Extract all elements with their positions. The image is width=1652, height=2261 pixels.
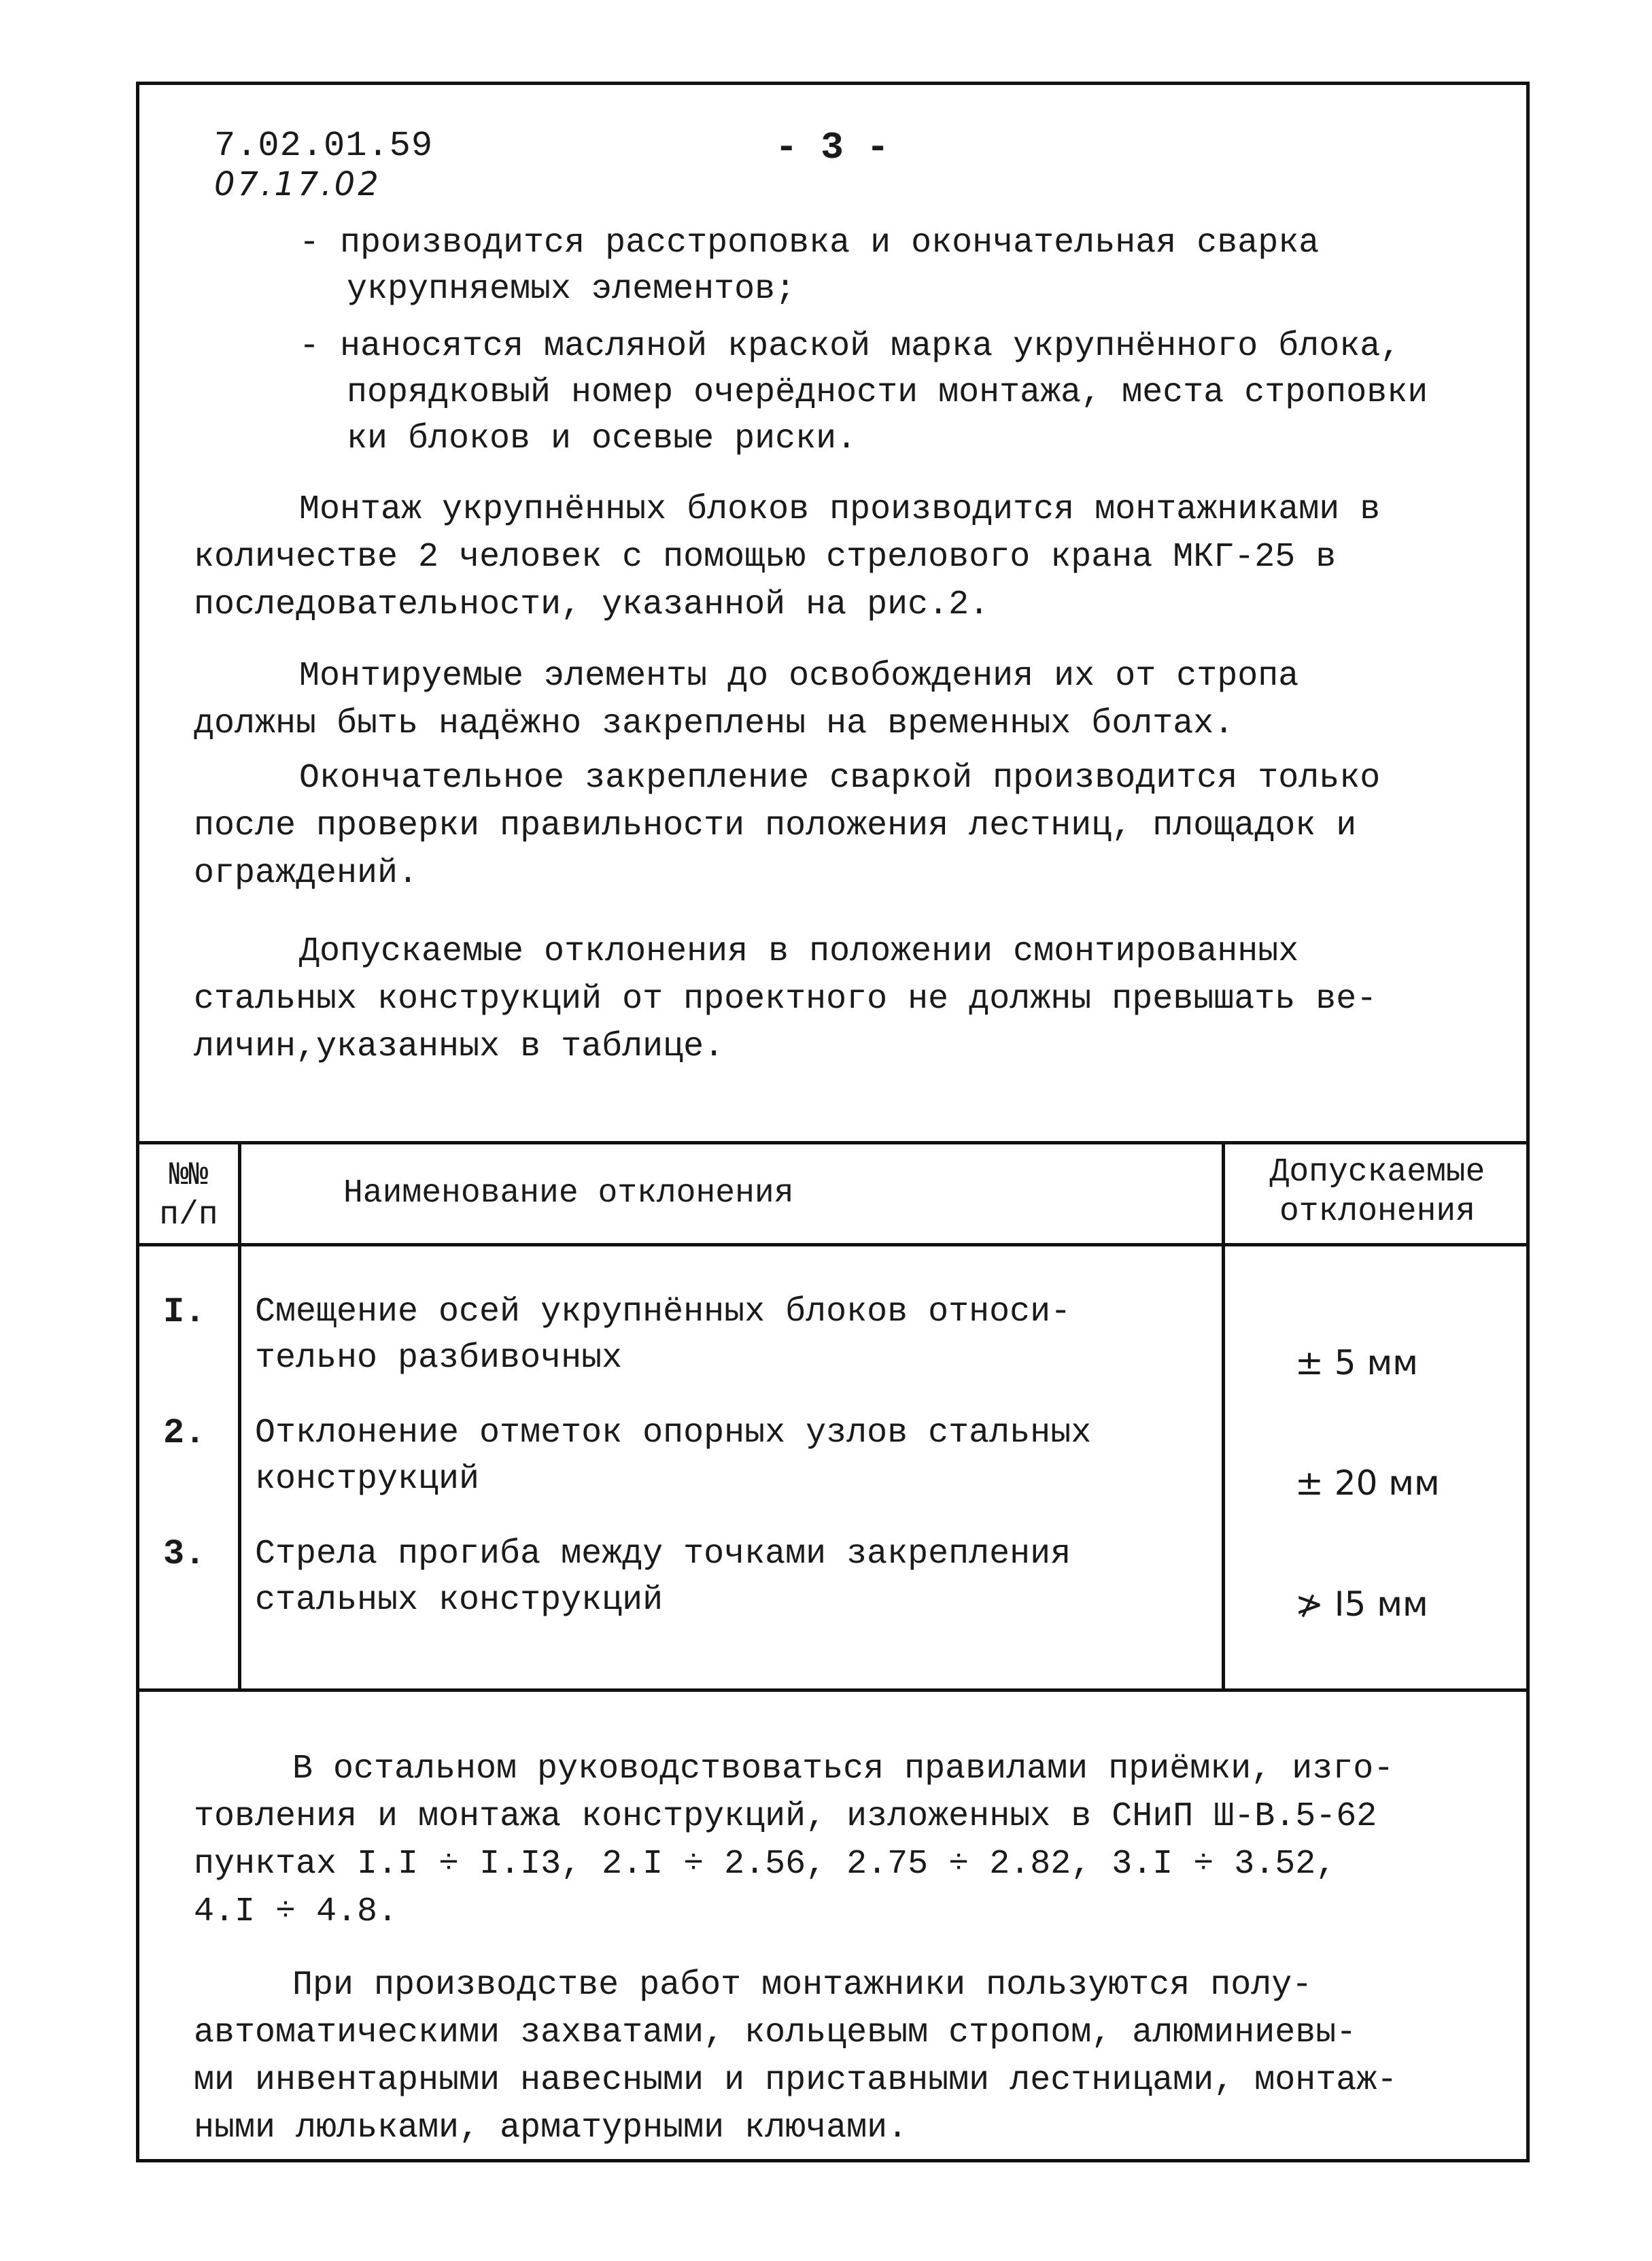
list-item: - наносятся масляной краской марка укрупнённого блока, [299,327,1401,366]
table-cell-tolerance: ± 20 мм [1295,1463,1440,1503]
paragraph-line: 4.I ÷ 4.8. [194,1892,398,1931]
header-number-line1: №№ [169,1157,209,1194]
paragraph-line: ми инвентарными навесными и приставными лестницами, монтаж- [194,2061,1398,2100]
paragraph-line: Монтируемые элементы до освобождения их от стропа [299,657,1299,696]
list-item-continuation: ки блоков и осевые риски. [347,420,857,458]
page-number: - 3 - [775,126,890,169]
table-cell-name: тельно разбивочных [255,1339,623,1378]
table-row-number: 2. [163,1413,206,1453]
header-tolerance-line2: отклонения [1279,1193,1476,1230]
paragraph-line: товления и монтажа конструкций, изложенных в СНиП Ш-В.5-62 [194,1797,1377,1836]
list-item-continuation: порядковый номер очерёдности монтажа, места строповки [347,373,1428,412]
paragraph-line: ными люльками, арматурными ключами. [194,2109,908,2147]
paragraph-line: Окончательное закрепление сваркой производится только [299,759,1381,798]
paragraph-line: При производстве работ монтажники пользуются полу- [292,1966,1313,2005]
table-header-name: Наименование отклонения [343,1175,794,1212]
document-code: 7.02.01.59 [214,126,434,166]
table-header-tolerance [1225,1153,1530,1231]
table-row-number: I. [163,1292,206,1332]
paragraph-line: Монтаж укрупнённых блоков производится монтажниками в [299,490,1381,529]
paragraph-line: В остальном руководствоваться правилами приёмки, изго- [292,1750,1394,1788]
document-subcode: 07.17.02 [214,165,381,203]
header-number-line2: п/п [159,1197,218,1234]
table-row-number: 3. [163,1534,206,1574]
paragraph-line: стальных конструкций от проектного не должны превышать ве- [194,980,1377,1019]
paragraph-line: Допускаемые отклонения в положении смонтированных [299,932,1299,971]
table-cell-name: конструкций [255,1460,480,1499]
table-cell-name: Смещение осей укрупнённых блоков относи- [255,1293,1071,1331]
table-cell-name: стальных конструкций [255,1581,664,1620]
paragraph-line: последовательности, указанной на рис.2. [194,585,990,624]
table-top-border [136,1141,1530,1144]
table-cell-name: Стрела прогиба между точками закрепления [255,1535,1071,1574]
paragraph-line: ограждений. [194,854,419,893]
header-tolerance-line1: Допускаемые [1269,1154,1485,1191]
list-item: - производится расстроповка и окончательная сварка [299,224,1320,262]
list-item-continuation: укрупняемых элементов; [347,270,796,309]
paragraph-line: автоматическими захватами, кольцевым стропом, алюминиевы- [194,2013,1357,2052]
table-bottom-border [136,1688,1530,1692]
paragraph-line: должны быть надёжно закреплены на временных болтах. [194,704,1235,743]
paragraph-line: после проверки правильности положения лестниц, площадок и [194,806,1357,845]
paragraph-line: пунктах I.I ÷ I.I3, 2.I ÷ 2.56, 2.75 ÷ 2.82, 3.I ÷ 3.52, [194,1845,1337,1884]
table-cell-tolerance: ≯ I5 мм [1295,1584,1428,1624]
table-cell-name: Отклонение отметок опорных узлов стальных [255,1414,1092,1452]
table-header-border [136,1243,1530,1246]
paragraph-line: личин,указанных в таблице. [194,1027,725,1066]
table-header-number [139,1156,238,1235]
paragraph-line: количестве 2 человек с помощью стрелового крана МКГ-25 в [194,538,1337,577]
table-cell-tolerance: ± 5 мм [1295,1343,1418,1382]
table-column-divider [238,1141,241,1692]
